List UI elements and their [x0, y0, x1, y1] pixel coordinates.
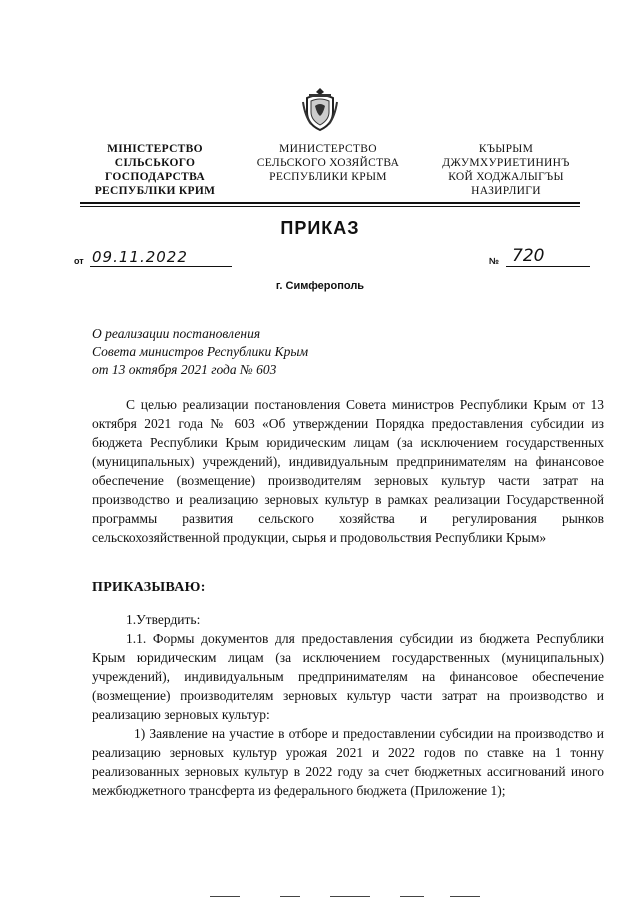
order-date: 09.11.2022: [90, 248, 232, 267]
date-number-line: [74, 246, 594, 270]
number-prefix: №: [489, 256, 500, 266]
scan-artifact: [330, 896, 370, 897]
scan-artifact: [450, 896, 480, 897]
scan-artifact: [210, 896, 240, 897]
crimea-coat-of-arms-icon: [301, 86, 339, 132]
preamble: [92, 395, 604, 547]
ministry-header: [80, 142, 580, 202]
order-items: [92, 610, 604, 800]
order-word: ПРИКАЗЫВАЮ:: [92, 580, 206, 595]
order-subject: О реализации постановления Совета министров Республики Крым от 13 октября 2021 года № 603: [92, 326, 309, 377]
item-1-1: 1.1. Формы документов для предоставления субсидии из бюджета Республики Крым юридическим лицам (за исключением государственных (муниципальных) учреждений), индивидуальным предпринимателям на финансовое обеспечение (возмещение) производителям зерновых культур части затрат на производство и реализацию зерновых культур:: [92, 631, 604, 722]
document-title: ПРИКАЗ: [280, 218, 360, 238]
item-1: 1.Утвердить:: [126, 612, 201, 627]
header-russian: МИНИСТЕРСТВО СЕЛЬСКОГО ХОЗЯЙСТВА РЕСПУБЛИКИ КРЫМ: [256, 143, 400, 183]
header-ukrainian: МІНІСТЕРСТВО СІЛЬСЬКОГО ГОСПОДАРСТВА РЕСПУБЛІКИ КРИМ: [94, 143, 216, 197]
scan-artifact: [280, 896, 300, 897]
date-prefix: от: [74, 256, 84, 266]
header-divider-thin: [80, 206, 580, 207]
city: г. Симферополь: [275, 280, 365, 292]
scan-artifact: [400, 896, 424, 897]
header-divider: [80, 202, 580, 204]
preamble-text: С целью реализации постановления Совета министров Республики Крым от 13 октября 2021 года № 603 «Об утверждении Порядка предоставления субсидии из бюджета Республики Крым юридическим лицам (за исключением государственных (муниципальных) учреждений), индивидуальным предпринимателям на финансовое обеспечение (возмещение) производителям зерновых культур части затрат на производство и реализацию зерновых культур в рамках реализации Государственной программы развития сельского хозяйства и регулирования рынков сельскохозяйственной продукции, сырья и продовольствия Республики Крым»: [92, 397, 604, 545]
order-number: 720: [506, 246, 590, 267]
item-1-1-1: 1) Заявление на участие в отборе и предоставлении субсидии на производство и реализацию зерновых культур урожая 2021 и 2022 годов по ставке на 1 тонну реализованных зерновых культур в 2022 году за счет бюджетных ассигнований иного межбюджетного трансферта из федерального бюджета (Приложение 1);: [92, 726, 604, 798]
header-crimean-tatar: КЪЫРЫМ ДЖУМХУРИЕТИНИНЪ КОЙ ХОДЖАЛЫГЪЫ НАЗИРЛИГИ: [442, 143, 570, 197]
